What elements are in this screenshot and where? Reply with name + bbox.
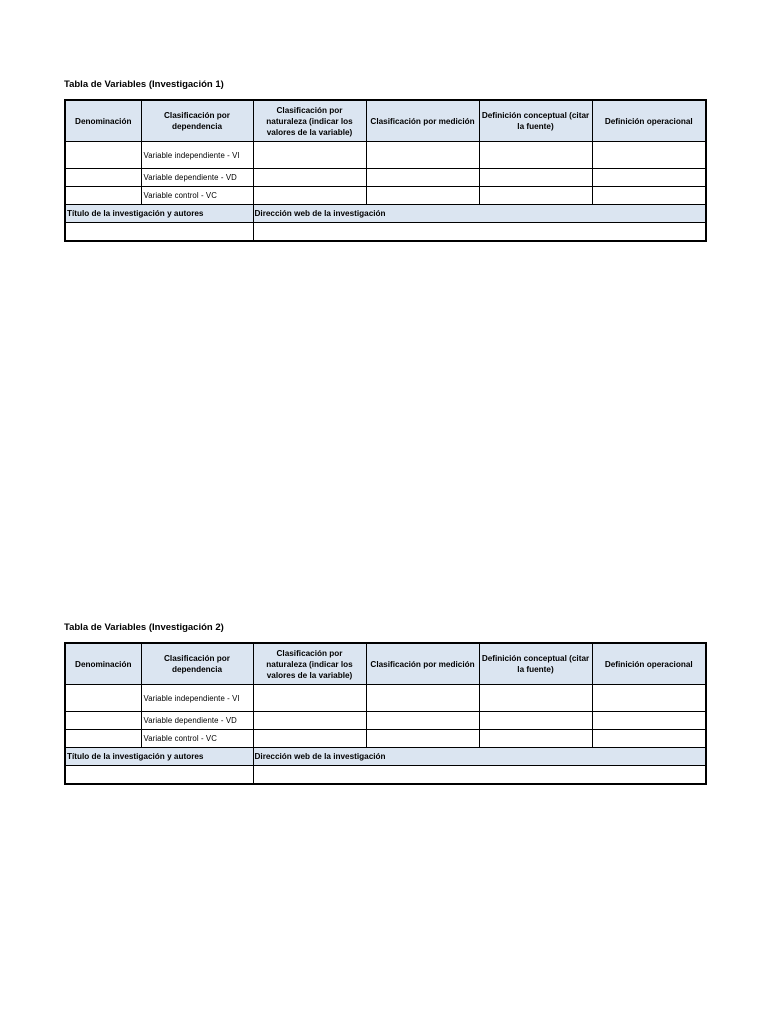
header-clasificacion-naturaleza: Clasificación por naturaleza (indicar los valores de la variable) [253, 643, 366, 685]
footer-title-label: Título de la investigación y autores [65, 748, 253, 766]
variables-table [64, 642, 707, 785]
table-title: Tabla de Variables (Investigación 2) [64, 622, 224, 633]
cell-empty[interactable] [65, 730, 141, 748]
cell-empty[interactable] [366, 730, 479, 748]
variables-table-block-1 [64, 77, 706, 242]
footer-label-row [65, 205, 706, 223]
table-title: Tabla de Variables (Investigación 1) [64, 79, 224, 90]
header-definicion-operacional: Definición operacional [592, 643, 706, 685]
cell-empty[interactable] [366, 142, 479, 169]
table-row [65, 685, 706, 712]
cell-empty[interactable] [253, 169, 366, 187]
header-definicion-conceptual: Definición conceptual (citar la fuente) [479, 643, 592, 685]
title-authors-field[interactable] [65, 223, 253, 242]
cell-empty[interactable] [65, 187, 141, 205]
header-denominacion: Denominación [65, 643, 141, 685]
header-clasificacion-medicion: Clasificación por medición [366, 100, 479, 142]
cell-empty[interactable] [65, 712, 141, 730]
cell-empty[interactable] [479, 142, 592, 169]
cell-empty[interactable] [253, 730, 366, 748]
cell-dependencia: Variable control - VC [141, 730, 253, 748]
table-row [65, 142, 706, 169]
header-clasificacion-dependencia: Clasificación por dependencia [141, 643, 253, 685]
footer-url-label: Dirección web de la investigación [253, 748, 706, 766]
cell-dependencia: Variable control - VC [141, 187, 253, 205]
cell-empty[interactable] [479, 730, 592, 748]
cell-empty[interactable] [253, 187, 366, 205]
cell-empty[interactable] [366, 685, 479, 712]
footer-input-row [65, 223, 706, 242]
table-header-row [65, 643, 706, 685]
table-row [65, 187, 706, 205]
cell-empty[interactable] [479, 187, 592, 205]
cell-empty[interactable] [592, 142, 706, 169]
cell-empty[interactable] [366, 712, 479, 730]
cell-empty[interactable] [253, 712, 366, 730]
cell-empty[interactable] [592, 187, 706, 205]
web-address-field[interactable] [253, 223, 706, 242]
cell-empty[interactable] [479, 685, 592, 712]
variables-table-block-2 [64, 620, 706, 785]
cell-empty[interactable] [592, 730, 706, 748]
cell-dependencia: Variable dependiente - VD [141, 712, 253, 730]
cell-empty[interactable] [592, 685, 706, 712]
cell-empty[interactable] [253, 142, 366, 169]
table-header-row [65, 100, 706, 142]
title-authors-field[interactable] [65, 766, 253, 785]
cell-empty[interactable] [65, 142, 141, 169]
cell-empty[interactable] [592, 169, 706, 187]
cell-empty[interactable] [253, 685, 366, 712]
footer-title-label: Título de la investigación y autores [65, 205, 253, 223]
table-row [65, 169, 706, 187]
variables-table [64, 99, 707, 242]
header-denominacion: Denominación [65, 100, 141, 142]
table-row [65, 712, 706, 730]
header-clasificacion-naturaleza: Clasificación por naturaleza (indicar los valores de la variable) [253, 100, 366, 142]
cell-dependencia: Variable dependiente - VD [141, 169, 253, 187]
cell-dependencia: Variable independiente - VI [141, 685, 253, 712]
cell-dependencia: Variable independiente - VI [141, 142, 253, 169]
cell-empty[interactable] [592, 712, 706, 730]
cell-empty[interactable] [65, 685, 141, 712]
web-address-field[interactable] [253, 766, 706, 785]
header-definicion-conceptual: Definición conceptual (citar la fuente) [479, 100, 592, 142]
cell-empty[interactable] [479, 169, 592, 187]
header-clasificacion-medicion: Clasificación por medición [366, 643, 479, 685]
header-definicion-operacional: Definición operacional [592, 100, 706, 142]
cell-empty[interactable] [479, 712, 592, 730]
header-clasificacion-dependencia: Clasificación por dependencia [141, 100, 253, 142]
footer-label-row [65, 748, 706, 766]
footer-input-row [65, 766, 706, 785]
cell-empty[interactable] [366, 187, 479, 205]
cell-empty[interactable] [65, 169, 141, 187]
footer-url-label: Dirección web de la investigación [253, 205, 706, 223]
table-row [65, 730, 706, 748]
cell-empty[interactable] [366, 169, 479, 187]
